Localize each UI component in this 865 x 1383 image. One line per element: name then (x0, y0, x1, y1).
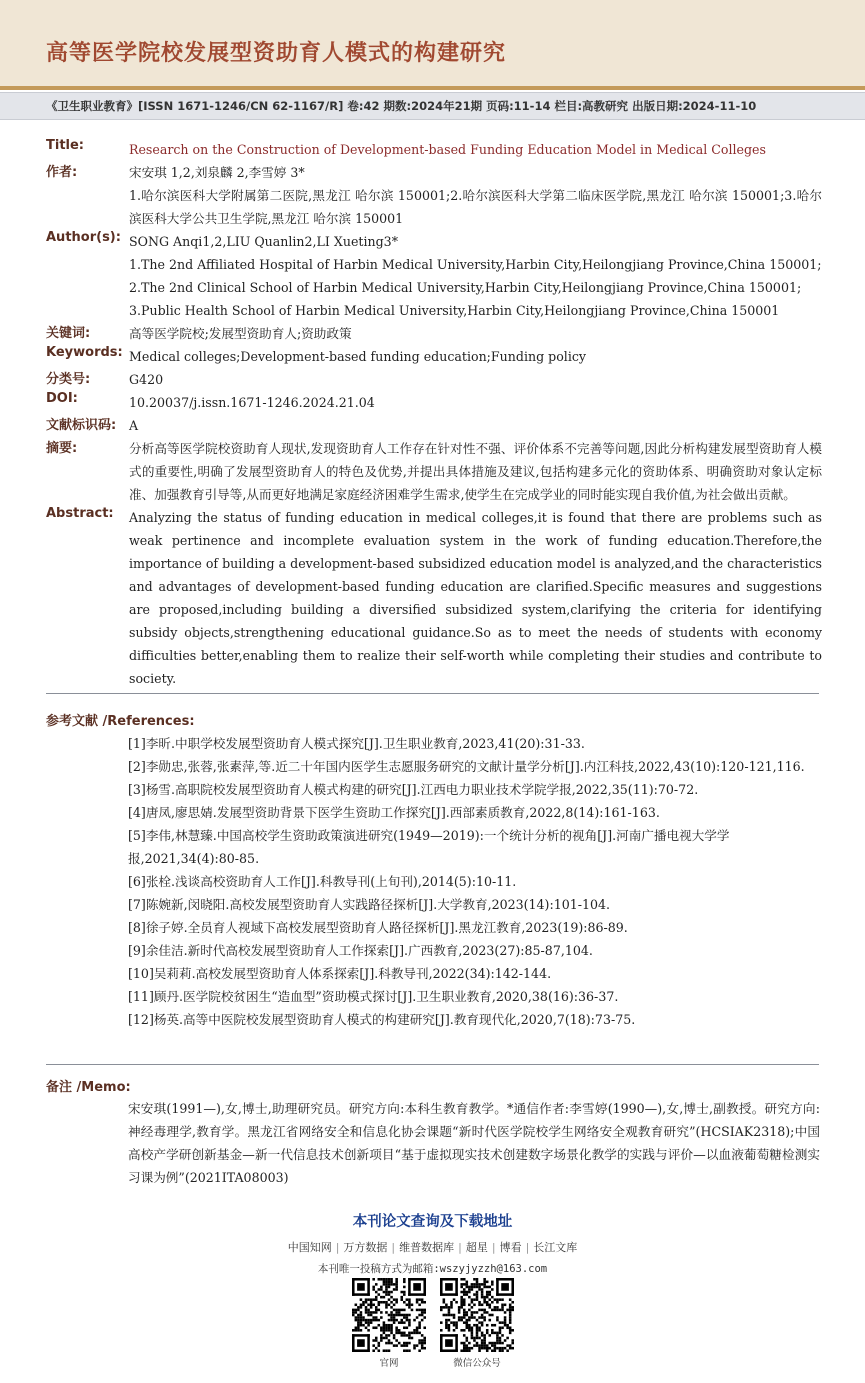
reference-item: [8]徐子婷.全员育人视域下高校发展型资助育人路径探析[J].黑龙江教育,2023(19):86-89. (128, 920, 628, 935)
field-keywords-cn (46, 322, 822, 345)
memo-heading: 备注 /Memo: (46, 1080, 131, 1095)
keywords-cn: 高等医学院校;发展型资助育人;资助政策 (129, 326, 352, 341)
field-label: Abstract: (46, 506, 114, 521)
field-label: 文献标识码: (46, 418, 117, 433)
divider (46, 1064, 819, 1065)
reference-item: [1]李昕.中职学校发展型资助育人模式探究[J].卫生职业教育,2023,41(20):31-33. (128, 736, 585, 751)
field-authors-en (46, 230, 822, 322)
link-separator: | (391, 1241, 396, 1254)
qr-codes (352, 1278, 522, 1378)
qr-website[interactable] (352, 1278, 426, 1369)
journal-meta: 《卫生职业教育》[ISSN 1671-1246/CN 62-1167/R] 卷:42 期数:2024年21期 页码:11-14 栏目:高教研究 出版日期:2024-11-10 (46, 99, 757, 113)
divider (46, 693, 819, 694)
doi-link[interactable]: 10.20037/j.issn.1671-1246.2024.21.04 (129, 395, 375, 410)
field-doccode (46, 414, 822, 437)
journal-meta-bar (0, 92, 865, 120)
reference-item: [12]杨英.高等中医院校发展型资助育人模式的构建研究[J].教育现代化,2020,7(18):73-75. (128, 1012, 636, 1027)
database-link[interactable]: 万方数据 (343, 1241, 388, 1254)
reference-item: [9]余佳洁.新时代高校发展型资助育人工作探索[J].广西教育,2023(27):85-87,104. (128, 943, 593, 958)
field-label: Keywords: (46, 345, 123, 360)
reference-item: [5]李伟,林慧臻.中国高校学生资助政策演进研究(1949—2019):一个统计分析的视角[J].河南广播电视大学学报,2021,34(4):80-85. (128, 828, 730, 866)
link-separator: | (335, 1241, 340, 1254)
reference-item: [4]唐凤,廖思婧.发展型资助背景下医学生资助工作探究[J].西部素质教育,2022,8(14):161-163. (128, 805, 660, 820)
submission-email: 本刊唯一投稿方式为邮箱:wszyjyzzh@163.com (317, 1263, 548, 1275)
database-link[interactable]: 中国知网 (287, 1241, 332, 1254)
reference-item: [2]李勋忠,张蓉,张素萍,等.近二十年国内医学生志愿服务研究的文献计量学分析[J].内江科技,2022,43(10):120-121,116. (128, 759, 805, 774)
field-label: 作者: (46, 165, 78, 180)
affiliation-en-3: 3.Public Health School of Harbin Medical University,Harbin City,Heilongjiang Province,China 150001 (129, 303, 780, 318)
abstract-en: Analyzing the status of funding education in medical colleges,it is found that there are problems such as weak pertinence and incomplete evaluation system in the work of funding education.Therefore,the importance of building a development-based subsidized education model is analyzed,and the characteristics and advantages of development-based funding education are clarified.Specific measures and suggestions are proposed,including building a diversified subsidized system,clarifying the criteria for identifying subsidy objects,strengthening educational guidance.So as to meet the needs of students with economy difficulties better,enabling them to realize their self-worth while completing their studies and contribute to society. (129, 510, 822, 686)
class-number: G420 (129, 372, 164, 387)
field-author (46, 161, 822, 230)
keywords-en: Medical colleges;Development-based funding education;Funding policy (129, 349, 587, 364)
qr-caption: 官网 (379, 1358, 399, 1369)
field-title (46, 138, 822, 161)
reference-item: [10]吴莉莉.高校发展型资助育人体系探索[J].科教导刊,2022(34):142-144. (128, 966, 552, 981)
field-class (46, 368, 822, 391)
database-link[interactable]: 博看 (499, 1241, 522, 1254)
field-label: 摘要: (46, 441, 78, 456)
field-label: Title: (46, 138, 85, 153)
authors-cn: 宋安琪 1,2,刘泉麟 2,李雪婷 3* (129, 165, 305, 180)
qr-caption: 微信公众号 (453, 1358, 501, 1369)
field-label: Author(s): (46, 230, 121, 245)
field-label: 分类号: (46, 372, 91, 387)
reference-item: [7]陈婉新,闵晓阳.高校发展型资助育人实践路径探析[J].大学教育,2023(14):101-104. (128, 897, 611, 912)
abstract-cn: 分析高等医学院校资助育人现状,发现资助育人工作存在针对性不强、评价体系不完善等问题,因此分析构建发展型资助育人模式的重要性,明确了发展型资助育人的特色及优势,并提出具体措施及建议,包括构建多元化的资助体系、明确资助对象认定标准、加强教育引导等,从而更好地满足家庭经济困难学生需求,使学生在完成学业的同时能实现自我价值,为社会做出贡献。 (129, 441, 822, 502)
qr-wechat[interactable] (440, 1278, 514, 1369)
field-abstract-en (46, 506, 822, 690)
footer-title: 本刊论文查询及下载地址 (352, 1214, 513, 1230)
article-fields (46, 138, 822, 690)
affiliations-cn: 1.哈尔滨医科大学附属第二医院,黑龙江 哈尔滨 150001;2.哈尔滨医科大学第二临床医学院,黑龙江 哈尔滨 150001;3.哈尔滨医科大学公共卫生学院,黑龙江 哈尔滨 150001 (129, 188, 822, 226)
memo-text: 宋安琪(1991—),女,博士,助理研究员。研究方向:本科生教育教学。*通信作者:李雪婷(1990—),女,博士,副教授。研究方向:神经毒理学,教育学。黑龙江省网络安全和信息化协会课题“新时代医学院校学生网络安全观教育研究”(HCSIAK2318);中国高校产学研创新基金—新一代信息技术创新项目“基于虚拟现实技术创建数字场景化教学的实践与评价—以血液葡萄糖检测实习课为例”(2021ITA08003) (128, 1101, 820, 1185)
link-separator: | (525, 1241, 530, 1254)
field-label: DOI: (46, 391, 78, 406)
database-link[interactable]: 长江文库 (533, 1241, 578, 1254)
database-link[interactable]: 维普数据库 (399, 1241, 455, 1254)
field-keywords-en (46, 345, 822, 368)
english-title[interactable]: Research on the Construction of Development-based Funding Education Model in Medical Colleges (129, 142, 766, 157)
reference-list (128, 732, 820, 1031)
reference-item: [11]顾丹.医学院校贫困生“造血型”资助模式探讨[J].卫生职业教育,2020,38(16):36-37. (128, 989, 619, 1004)
authors-en: SONG Anqi1,2,LIU Quanlin2,LI Xueting3* (129, 234, 398, 249)
database-links (0, 1239, 865, 1255)
page-header (0, 0, 865, 90)
database-link[interactable]: 超星 (465, 1241, 488, 1254)
qr-code-icon (352, 1278, 426, 1352)
field-label: 关键词: (46, 326, 91, 341)
document-code: A (129, 418, 139, 433)
field-doi (46, 391, 822, 414)
qr-code-icon (440, 1278, 514, 1352)
affiliation-en-1: 1.The 2nd Affiliated Hospital of Harbin Medical University,Harbin City,Heilongjiang Province,China 150001; (129, 257, 822, 272)
footer (0, 1210, 865, 1276)
link-separator: | (491, 1241, 496, 1254)
reference-item: [6]张栓.浅谈高校资助育人工作[J].科教导刊(上旬刊),2014(5):10-11. (128, 874, 517, 889)
field-abstract-cn (46, 437, 822, 506)
reference-item: [3]杨雪.高职院校发展型资助育人模式构建的研究[J].江西电力职业技术学院学报,2022,35(11):70-72. (128, 782, 699, 797)
article-title: 高等医学院校发展型资助育人模式的构建研究 (46, 41, 507, 66)
references-heading: 参考文献 /References: (46, 714, 195, 729)
affiliation-en-2: 2.The 2nd Clinical School of Harbin Medical University,Harbin City,Heilongjiang Province,China 150001; (129, 280, 802, 295)
link-separator: | (458, 1241, 462, 1254)
